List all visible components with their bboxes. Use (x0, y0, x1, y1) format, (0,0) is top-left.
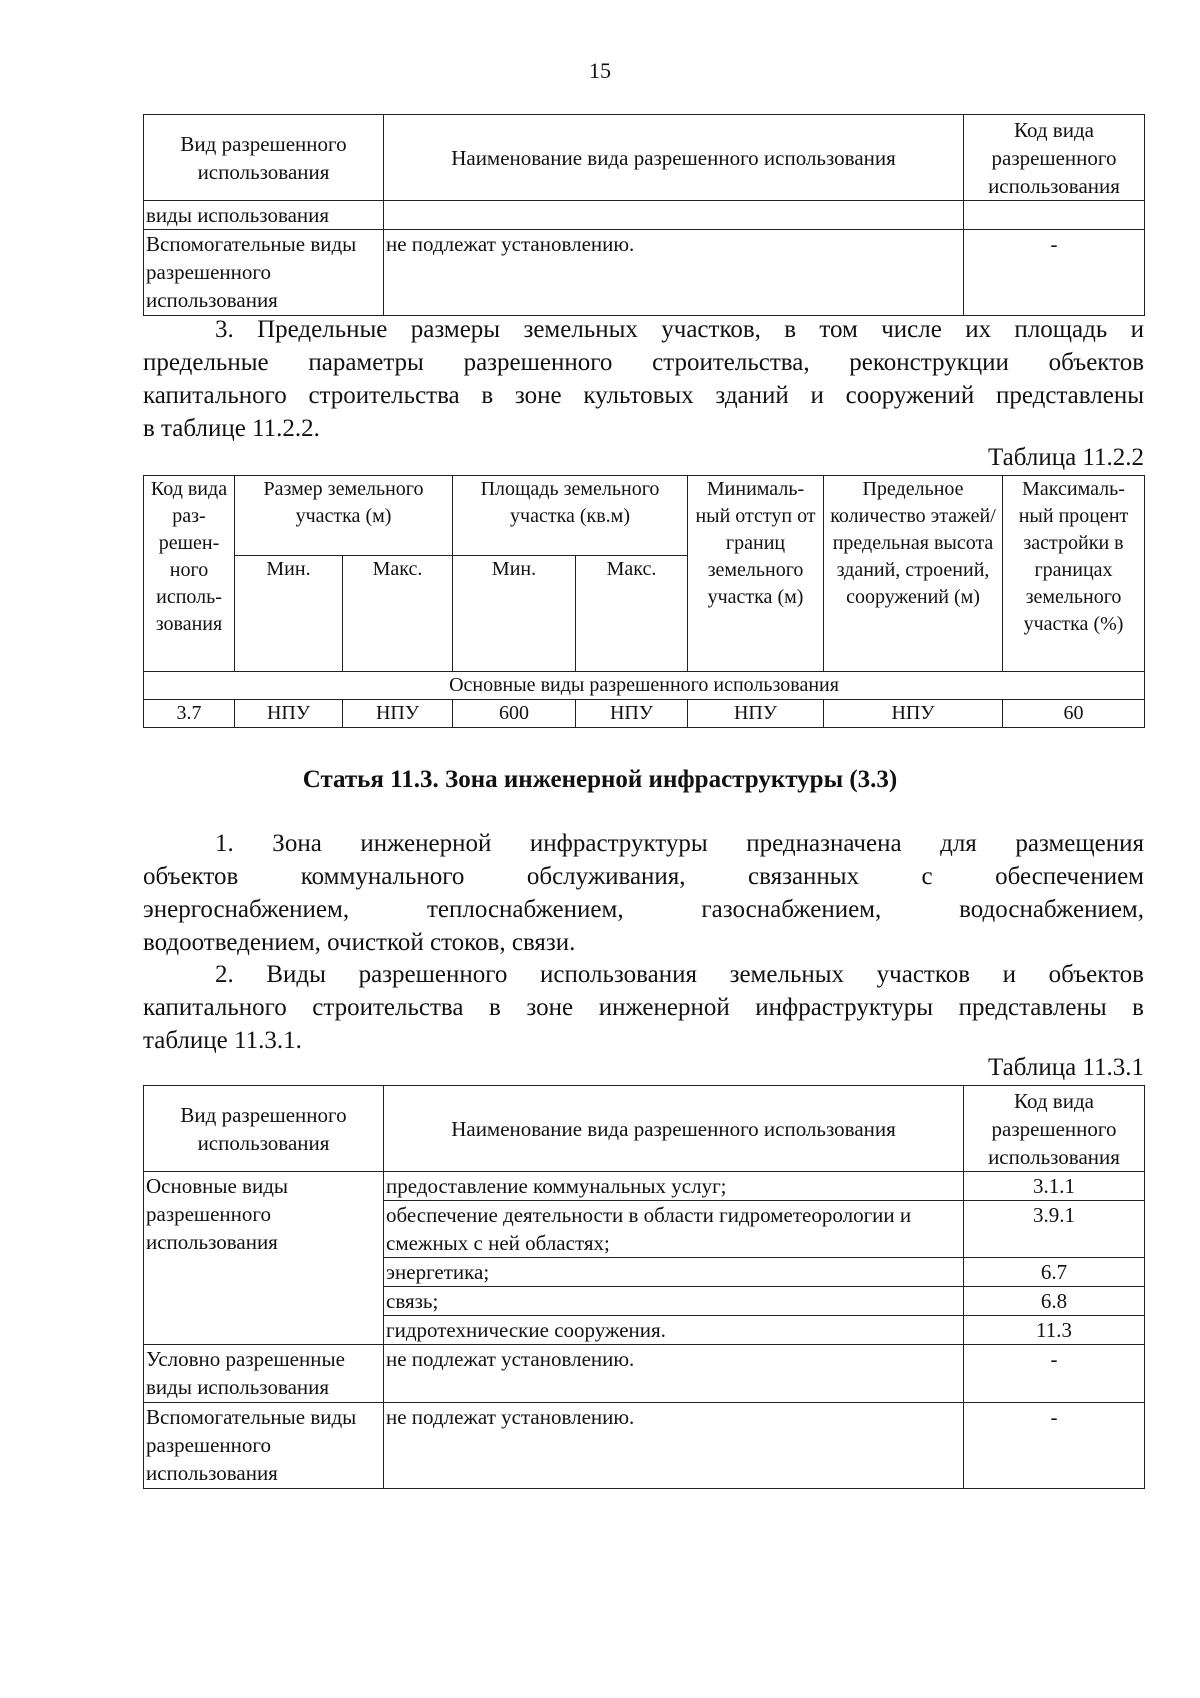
table-11-2-2 (143, 475, 1145, 728)
cell-code: - (964, 1345, 1145, 1403)
cell-code: - (964, 230, 1145, 316)
table-header-code: Код вида раз-решен-ного исполь-зования (144, 476, 235, 672)
cell-area-min: 600 (453, 700, 576, 728)
cell-type: Вспомогательные виды разрешенного использования (144, 1403, 384, 1489)
table-header-code: Код вида разрешенного использования (964, 115, 1145, 201)
table-caption: Таблица 11.2.2 (988, 444, 1144, 471)
table-row (144, 700, 1145, 728)
table-header-area-max: Макс. (576, 556, 688, 672)
cell-name: не подлежат установлению. (384, 230, 964, 316)
cell-name: энергетика; (384, 1258, 964, 1287)
cell-percent: 60 (1003, 700, 1145, 728)
cell-name: гидротехнические сооружения. (384, 1316, 964, 1345)
cell-name: не подлежат установлению. (384, 1403, 964, 1489)
paragraph-3 (143, 313, 1144, 445)
table-header-name: Наименование вида разрешенного использования (384, 115, 964, 201)
table-section-row: Основные виды разрешенного использования (144, 672, 1145, 700)
table-header-floors: Предельное количество этажей/ предельная высота зданий, строений, сооружений (м) (824, 476, 1003, 672)
cell-type: Основные виды разрешенного использования (144, 1172, 384, 1345)
cell-code: - (964, 1403, 1145, 1489)
cell-area-max: НПУ (576, 700, 688, 728)
table-header-percent: Максималь-ный процент застройки в границах земельного участка (%) (1003, 476, 1145, 672)
cell-name (384, 201, 964, 230)
cell-code (964, 201, 1145, 230)
table-row (144, 1172, 1145, 1201)
table-11-3-1 (143, 1085, 1145, 1489)
paragraph-line: объектов коммунального обслуживания, связанных с обеспечением (143, 863, 1144, 890)
cell-name: связь; (384, 1287, 964, 1316)
table-header-area: Площадь земельного участка (кв.м) (453, 476, 688, 556)
paragraph-line: 3. Предельные размеры земельных участков, в том числе их площадь и (215, 316, 1144, 343)
table-header-type: Вид разрешенного использования (144, 1086, 384, 1172)
cell-type: виды использования (144, 201, 384, 230)
cell-type: Вспомогательные виды разрешенного использования (144, 230, 384, 316)
paragraph-line: в таблице 11.2.2. (143, 415, 320, 442)
paragraph-line: предельные параметры разрешенного строительства, реконструкции объектов (143, 349, 1144, 376)
table-row (144, 1345, 1145, 1403)
table-header-size-max: Макс. (343, 556, 453, 672)
paragraph-line: 2. Виды разрешенного использования земельных участков и объектов (215, 961, 1144, 988)
page-number: 15 (589, 58, 611, 83)
paragraph-line: водоотведением, очисткой стоков, связи. (143, 929, 576, 956)
table-header-type: Вид разрешенного использования (144, 115, 384, 201)
cell-name: предоставление коммунальных услуг; (384, 1172, 964, 1201)
cell-size-min: НПУ (235, 700, 343, 728)
cell-floors: НПУ (824, 700, 1003, 728)
table-row (144, 1403, 1145, 1489)
cell-code: 3.7 (144, 700, 235, 728)
cell-offset: НПУ (688, 700, 824, 728)
cell-code: 6.8 (964, 1287, 1145, 1316)
article-heading: Статья 11.3. Зона инженерной инфраструктуры (3.3) (302, 766, 898, 793)
cell-code: 6.7 (964, 1258, 1145, 1287)
paragraph-line: капитального строительства в зоне инженерной инфраструктуры представлены в (143, 994, 1144, 1021)
table-row (144, 201, 1145, 230)
paragraph-line: 1. Зона инженерной инфраструктуры предназначена для размещения (215, 830, 1144, 857)
table-header-area-min: Мин. (453, 556, 576, 672)
cell-code: 11.3 (964, 1316, 1145, 1345)
table-11-2-1-continuation (143, 114, 1145, 316)
cell-code: 3.1.1 (964, 1172, 1145, 1201)
table-header-name: Наименование вида разрешенного использования (384, 1086, 964, 1172)
cell-code: 3.9.1 (964, 1201, 1145, 1258)
paragraph-line: энергоснабжением, теплоснабжением, газоснабжением, водоснабжением, (143, 896, 1144, 923)
table-row (144, 230, 1145, 316)
table-header-size-min: Мин. (235, 556, 343, 672)
paragraph-1 (143, 827, 1144, 959)
table-header-code: Код вида разрешенного использования (964, 1086, 1145, 1172)
cell-size-max: НПУ (343, 700, 453, 728)
table-caption: Таблица 11.3.1 (988, 1054, 1144, 1081)
table-header-size: Размер земельного участка (м) (235, 476, 453, 556)
paragraph-line: капитального строительства в зоне культовых зданий и сооружений представлены (143, 382, 1144, 409)
cell-type: Условно разрешенные виды использования (144, 1345, 384, 1403)
paragraph-line: таблице 11.3.1. (143, 1027, 302, 1054)
table-header-offset: Минималь-ный отступ от границ земельного участка (м) (688, 476, 824, 672)
cell-name: не подлежат установлению. (384, 1345, 964, 1403)
paragraph-2 (143, 958, 1144, 1057)
cell-name: обеспечение деятельности в области гидрометеорологии и смежных с ней областях; (384, 1201, 964, 1258)
